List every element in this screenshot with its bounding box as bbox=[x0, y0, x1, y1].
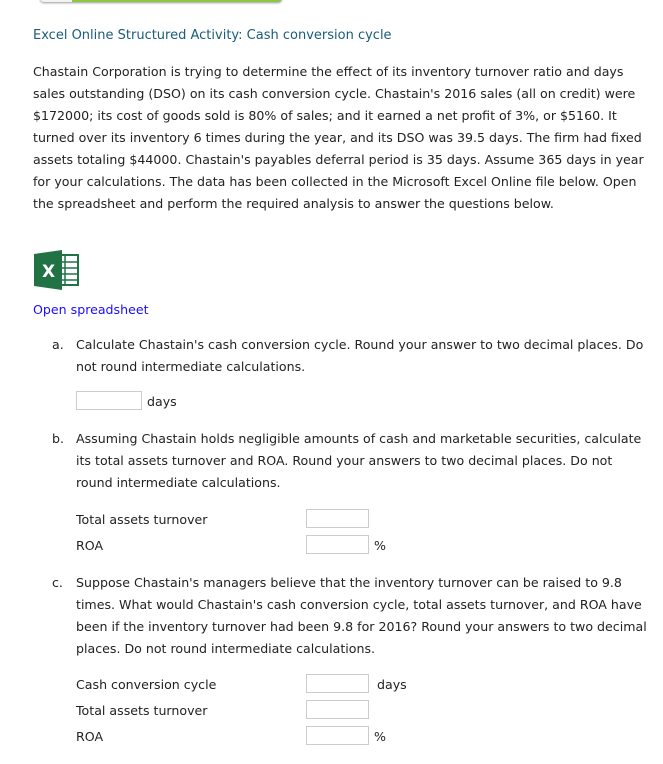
question-c bbox=[52, 572, 652, 660]
unit-label: % bbox=[374, 729, 386, 744]
svg-text:X: X bbox=[42, 262, 56, 282]
row-label: Cash conversion cycle bbox=[76, 677, 217, 692]
question-letter: a. bbox=[52, 337, 64, 352]
top-button[interactable] bbox=[40, 0, 282, 2]
new-total-assets-turnover-input[interactable] bbox=[306, 700, 369, 719]
question-b bbox=[52, 428, 652, 494]
question-text: Assuming Chastain holds negligible amounts of cash and marketable securities, calculate its total assets turnover and ROA. Round your answers to two decimal places. Do not round intermediate calculations. bbox=[76, 431, 642, 490]
unit-label: days bbox=[377, 677, 407, 692]
unit-label: days bbox=[147, 394, 177, 409]
excel-icon[interactable] bbox=[34, 250, 84, 293]
question-a bbox=[52, 334, 652, 378]
roa-input[interactable] bbox=[306, 535, 369, 554]
row-label: Total assets turnover bbox=[76, 703, 208, 718]
row-label: Total assets turnover bbox=[76, 512, 208, 527]
problem-description: Chastain Corporation is trying to determine the effect of its inventory turnover ratio and days sales outstanding (DSO) on its cash conversion cycle. Chastain's 2016 sales (all on credit) were $172000; its cost of goods sold is 80% of sales; and it earned a net profit of 3%, or $5160. It turned over its inventory 6 times during the year, and its DSO was 39.5 days. The firm had fixed assets totaling $44000. Chastain's payables deferral period is 35 days. Assume 365 days in year for your calculations. The data has been collected in the Microsoft Excel Online file below. Open the spreadsheet and perform the required analysis to answer the questions below. bbox=[33, 64, 644, 211]
cash-conversion-cycle-input[interactable] bbox=[76, 391, 142, 410]
new-cash-conversion-cycle-input[interactable] bbox=[306, 674, 369, 693]
open-spreadsheet-link[interactable]: Open spreadsheet bbox=[33, 302, 149, 317]
new-roa-input[interactable] bbox=[306, 726, 369, 745]
total-assets-turnover-input[interactable] bbox=[306, 509, 369, 528]
activity-title: Excel Online Structured Activity: Cash conversion cycle bbox=[33, 28, 392, 43]
question-text: Calculate Chastain's cash conversion cycle. Round your answer to two decimal places. Do not round intermediate calculations. bbox=[76, 337, 644, 374]
question-letter: c. bbox=[52, 575, 63, 590]
unit-label: % bbox=[374, 538, 386, 553]
row-label: ROA bbox=[76, 538, 104, 553]
question-letter: b. bbox=[52, 431, 64, 446]
row-label: ROA bbox=[76, 729, 104, 744]
question-text: Suppose Chastain's managers believe that the inventory turnover can be raised to 9.8 times. What would Chastain's cash conversion cycle, total assets turnover, and ROA have been if the inventory turnover had been 9.8 for 2016? Round your answers to two decimal places. Do not round intermediate calculations. bbox=[76, 575, 647, 656]
